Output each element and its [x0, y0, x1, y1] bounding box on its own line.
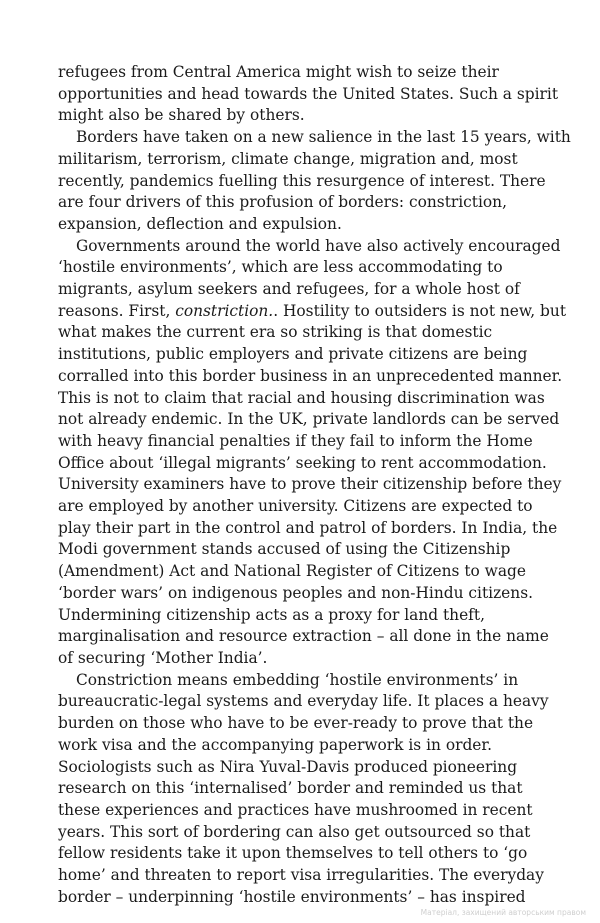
- text-line: Modi government stands accused of using the Citizenship: [58, 540, 511, 559]
- text-line: migrants, asylum seekers and refugees, for a whole host of: [58, 280, 520, 299]
- text-line: are four drivers of this profusion of borders: constriction,: [58, 193, 507, 212]
- text-line: home’ and threaten to report visa irregularities. The everyday: [58, 866, 544, 885]
- text-line: of securing ‘Mother India’.: [58, 648, 268, 667]
- text-line: [58, 301, 566, 323]
- text-line: fellow residents take it upon themselves to tell others to ‘go: [58, 844, 528, 863]
- text-line: bureaucratic-legal systems and everyday life. It places a heavy: [58, 692, 549, 711]
- text-line: Undermining citizenship acts as a proxy for land theft,: [58, 605, 485, 624]
- text-line: with heavy financial penalties if they fail to inform the Home: [58, 431, 533, 450]
- text-segment: . Hostility to outsiders is not new, but: [273, 301, 566, 320]
- text-line: institutions, public employers and private citizens are being: [58, 345, 528, 364]
- text-line: burden on those who have to be ever-ready to prove that the: [58, 714, 534, 733]
- text-line: University examiners have to prove their citizenship before they: [58, 475, 562, 494]
- text-line: are employed by another university. Citizens are expected to: [58, 497, 533, 516]
- text-line: marginalisation and resource extraction – all done in the name: [58, 627, 549, 646]
- text-line: ‘border wars’ on indigenous peoples and non-Hindu citizens.: [58, 583, 533, 602]
- text-line: (Amendment) Act and National Register of Citizens to wage: [58, 562, 526, 581]
- text-line: recently, pandemics fuelling this resurgence of interest. There: [58, 171, 546, 190]
- text-line: Borders have taken on a new salience in the last 15 years, with: [76, 128, 571, 147]
- text-line: work visa and the accompanying paperwork is in order.: [58, 735, 492, 754]
- text-line: Governments around the world have also actively encouraged: [76, 236, 561, 255]
- text-line: Sociologists such as Nira Yuval-Davis produced pioneering: [58, 757, 518, 776]
- text-line: expansion, deflection and expulsion.: [58, 214, 342, 233]
- text-line: militarism, terrorism, climate change, migration and, most: [58, 149, 518, 168]
- text-line: years. This sort of bordering can also get outsourced so that: [58, 822, 531, 841]
- text-line: these experiences and practices have mushroomed in recent: [58, 800, 533, 819]
- text-line: opportunities and head towards the United States. Such a spirit: [58, 84, 559, 103]
- text-line: corralled into this border business in an unprecedented manner.: [58, 366, 563, 385]
- text-line: ‘hostile environments’, which are less accommodating to: [58, 258, 503, 277]
- text-line: not already endemic. In the UK, private landlords can be served: [58, 410, 560, 429]
- text-line: Constriction means embedding ‘hostile environments’ in: [76, 670, 519, 689]
- copyright-watermark: Матеріал, захищений авторським правом: [420, 908, 586, 917]
- text-line: Office about ‘illegal migrants’ seeking to rent accommodation.: [58, 453, 547, 472]
- text-line: This is not to claim that racial and housing discrimination was: [58, 388, 545, 407]
- text-line: research on this ‘internalised’ border and reminded us that: [58, 779, 523, 798]
- text-line: refugees from Central America might wish to seize their: [58, 63, 499, 81]
- text-line: border – underpinning ‘hostile environments’ – has inspired: [58, 887, 526, 906]
- book-page-body: [58, 62, 571, 908]
- text-line: play their part in the control and patrol of borders. In India, the: [58, 518, 558, 537]
- emphasized-text: constriction.: [175, 301, 274, 320]
- text-line: what makes the current era so striking is that domestic: [58, 323, 493, 342]
- text-line: might also be shared by others.: [58, 106, 305, 125]
- text-segment: reasons. First,: [58, 301, 176, 320]
